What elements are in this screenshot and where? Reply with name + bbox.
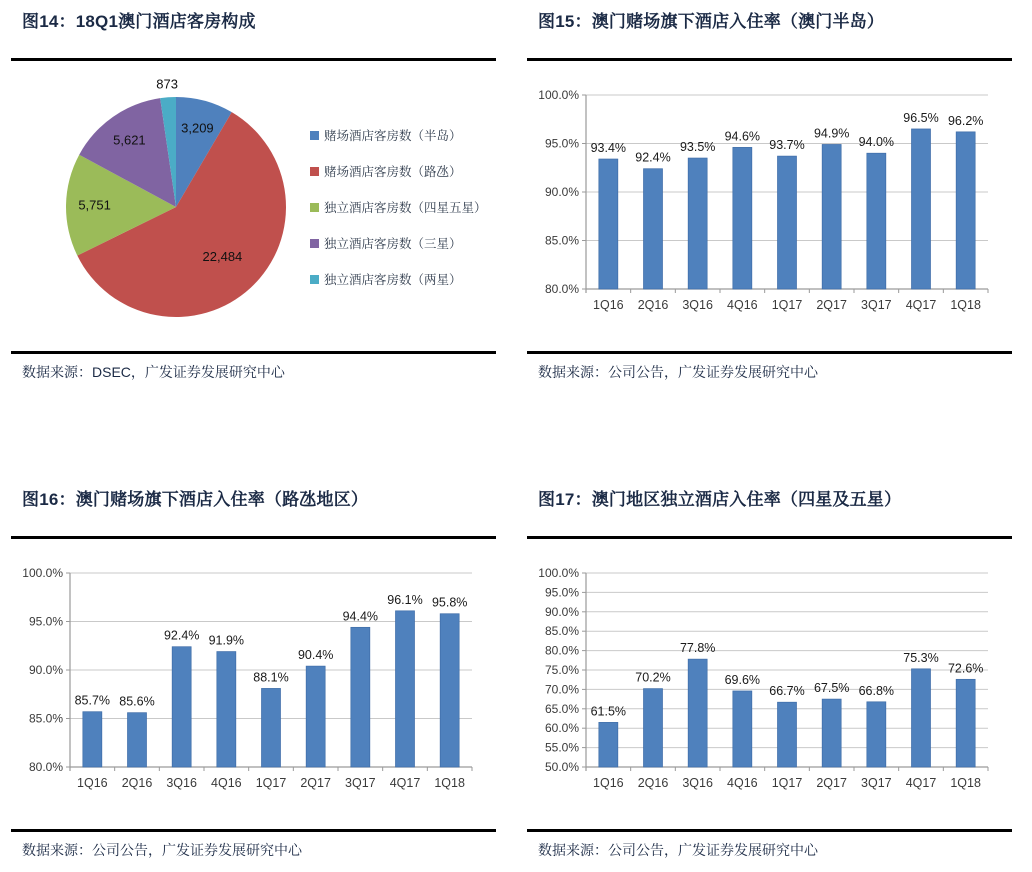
figure15-panel bbox=[516, 0, 1032, 381]
bar bbox=[128, 713, 147, 767]
bar bbox=[217, 652, 236, 767]
x-tick-label: 3Q16 bbox=[682, 298, 713, 312]
bar-value-label: 94.6% bbox=[724, 129, 761, 144]
x-tick-label: 1Q16 bbox=[593, 298, 624, 312]
x-tick-label: 1Q18 bbox=[950, 298, 981, 312]
bar bbox=[688, 659, 707, 767]
x-tick-label: 4Q17 bbox=[389, 776, 421, 790]
y-tick-label: 80.0% bbox=[544, 282, 579, 296]
x-tick-label: 1Q18 bbox=[950, 776, 981, 790]
x-tick-label: 4Q17 bbox=[905, 776, 937, 790]
x-tick-label: 1Q16 bbox=[77, 776, 108, 790]
bar-value-label: 90.4% bbox=[297, 648, 334, 663]
x-tick-label: 1Q17 bbox=[771, 298, 803, 312]
y-tick-label: 80.0% bbox=[28, 760, 63, 774]
x-tick-label: 3Q17 bbox=[861, 298, 892, 312]
legend-label: 独立酒店客房数（两星） bbox=[324, 272, 462, 287]
figure16-panel bbox=[0, 478, 516, 859]
bar-value-label: 93.5% bbox=[679, 140, 716, 155]
bar-value-label: 94.9% bbox=[813, 126, 850, 141]
figure17-panel bbox=[516, 478, 1032, 859]
x-tick-label: 1Q17 bbox=[771, 776, 803, 790]
y-tick-label: 75.0% bbox=[544, 663, 579, 677]
bar-value-label: 93.4% bbox=[590, 141, 627, 156]
figure17-title: 图17：澳门地区独立酒店入住率（四星及五星） bbox=[538, 490, 902, 509]
hotel-room-composition-pie-chart bbox=[0, 61, 516, 351]
x-tick-label: 2Q16 bbox=[637, 298, 669, 312]
independent-hotel-occupancy-bar-chart bbox=[516, 539, 1032, 829]
legend-swatch bbox=[310, 239, 319, 248]
bar bbox=[778, 156, 797, 289]
y-tick-label: 100.0% bbox=[538, 88, 579, 102]
bar bbox=[867, 153, 886, 289]
bar-value-label: 61.5% bbox=[590, 704, 627, 719]
figure14-panel bbox=[0, 0, 516, 381]
y-tick-label: 60.0% bbox=[544, 721, 579, 736]
bar bbox=[733, 147, 752, 289]
bar-value-label: 95.8% bbox=[431, 595, 468, 610]
y-tick-label: 95.0% bbox=[28, 614, 63, 629]
pie-value-label: 3,209 bbox=[181, 120, 214, 136]
legend-label: 独立酒店客房数（四星五星） bbox=[324, 200, 487, 215]
legend-swatch bbox=[310, 203, 319, 212]
bar bbox=[172, 647, 191, 767]
x-tick-label: 3Q16 bbox=[166, 776, 197, 790]
bar bbox=[306, 666, 325, 767]
bar-value-label: 96.2% bbox=[947, 113, 984, 128]
y-tick-label: 70.0% bbox=[544, 682, 579, 697]
x-tick-label: 2Q16 bbox=[121, 776, 153, 790]
x-tick-label: 1Q16 bbox=[593, 776, 624, 790]
peninsula-occupancy-bar-chart bbox=[516, 61, 1032, 351]
bar-value-label: 92.4% bbox=[163, 628, 200, 643]
x-tick-label: 1Q18 bbox=[434, 776, 465, 790]
bar bbox=[956, 679, 975, 767]
y-tick-label: 85.0% bbox=[544, 233, 579, 248]
x-tick-label: 4Q17 bbox=[905, 298, 937, 312]
bar-value-label: 96.5% bbox=[903, 110, 939, 125]
bar bbox=[822, 144, 841, 289]
x-tick-label: 4Q16 bbox=[727, 298, 758, 312]
pie-value-label: 5,751 bbox=[78, 197, 111, 213]
legend-label: 赌场酒店客房数（半岛） bbox=[324, 128, 462, 143]
figure16-title: 图16：澳门赌场旗下酒店入住率（路氹地区） bbox=[22, 490, 369, 509]
bar bbox=[912, 129, 931, 289]
y-tick-label: 50.0% bbox=[544, 760, 579, 774]
x-tick-label: 2Q16 bbox=[637, 776, 669, 790]
legend-label: 独立酒店客房数（三星） bbox=[324, 236, 462, 251]
bar-value-label: 72.6% bbox=[947, 661, 984, 676]
y-tick-label: 100.0% bbox=[538, 566, 579, 580]
legend-swatch bbox=[310, 167, 319, 176]
x-tick-label: 1Q17 bbox=[255, 776, 287, 790]
x-tick-label: 3Q17 bbox=[861, 776, 892, 790]
bar-value-label: 94.4% bbox=[342, 609, 379, 624]
pie-value-label: 873 bbox=[156, 76, 178, 92]
y-tick-label: 100.0% bbox=[22, 566, 63, 580]
pie-value-label: 5,621 bbox=[113, 132, 146, 148]
y-tick-label: 55.0% bbox=[544, 740, 579, 755]
bar bbox=[733, 691, 752, 767]
cotai-occupancy-bar-chart bbox=[0, 539, 516, 829]
bar-value-label: 66.8% bbox=[858, 683, 895, 698]
bar-value-label: 92.4% bbox=[635, 150, 671, 165]
bar bbox=[599, 722, 618, 767]
x-tick-label: 2Q17 bbox=[816, 298, 847, 312]
y-tick-label: 95.0% bbox=[544, 136, 579, 151]
x-tick-label: 2Q17 bbox=[300, 776, 331, 790]
y-tick-label: 65.0% bbox=[544, 701, 579, 716]
y-tick-label: 90.0% bbox=[28, 663, 63, 677]
bar bbox=[262, 688, 281, 767]
bar-value-label: 77.8% bbox=[679, 641, 716, 656]
y-tick-label: 85.0% bbox=[544, 624, 579, 639]
bar bbox=[440, 614, 459, 767]
bar-value-label: 93.7% bbox=[769, 138, 805, 153]
y-tick-label: 90.0% bbox=[544, 185, 579, 199]
y-tick-label: 95.0% bbox=[544, 585, 579, 600]
x-tick-label: 3Q17 bbox=[345, 776, 376, 790]
bar bbox=[644, 689, 663, 767]
bar bbox=[956, 132, 975, 289]
bar bbox=[644, 169, 663, 289]
bar-value-label: 66.7% bbox=[769, 684, 805, 699]
bar bbox=[778, 702, 797, 767]
bar bbox=[912, 669, 931, 767]
y-tick-label: 90.0% bbox=[544, 604, 579, 619]
bar-value-label: 88.1% bbox=[253, 670, 289, 685]
figure15-title: 图15：澳门赌场旗下酒店入住率（澳门半岛） bbox=[538, 12, 885, 31]
y-tick-label: 85.0% bbox=[28, 711, 63, 726]
bar-value-label: 94.0% bbox=[858, 135, 895, 150]
bar-value-label: 96.1% bbox=[387, 592, 423, 607]
source-note: 数据来源：公司公告，广发证券发展研究中心 bbox=[22, 842, 302, 858]
bar-value-label: 85.6% bbox=[119, 694, 155, 709]
bar bbox=[351, 627, 370, 767]
bar bbox=[599, 159, 618, 289]
bar bbox=[822, 699, 841, 767]
bar-value-label: 70.2% bbox=[635, 670, 671, 685]
legend-swatch bbox=[310, 131, 319, 140]
source-note: 数据来源：公司公告，广发证券发展研究中心 bbox=[538, 842, 818, 858]
bar-value-label: 85.7% bbox=[74, 693, 111, 708]
bar-value-label: 67.5% bbox=[813, 681, 850, 696]
bar bbox=[688, 158, 707, 289]
source-note: 数据来源：公司公告，广发证券发展研究中心 bbox=[538, 364, 818, 380]
x-tick-label: 4Q16 bbox=[211, 776, 242, 790]
bar-value-label: 91.9% bbox=[208, 633, 245, 648]
figure14-title: 图14：18Q1澳门酒店客房构成 bbox=[22, 12, 256, 31]
bar bbox=[83, 712, 102, 767]
x-tick-label: 4Q16 bbox=[727, 776, 758, 790]
legend-swatch bbox=[310, 275, 319, 284]
bar bbox=[396, 611, 415, 767]
bar-value-label: 69.6% bbox=[724, 672, 761, 687]
bar bbox=[867, 702, 886, 767]
y-tick-label: 80.0% bbox=[544, 643, 579, 658]
x-tick-label: 3Q16 bbox=[682, 776, 713, 790]
legend-label: 赌场酒店客房数（路氹） bbox=[324, 164, 462, 179]
x-tick-label: 2Q17 bbox=[816, 776, 847, 790]
pie-value-label: 22,484 bbox=[202, 249, 243, 264]
bar-value-label: 75.3% bbox=[903, 650, 939, 665]
source-note: 数据来源：DSEC，广发证券发展研究中心 bbox=[22, 364, 285, 380]
